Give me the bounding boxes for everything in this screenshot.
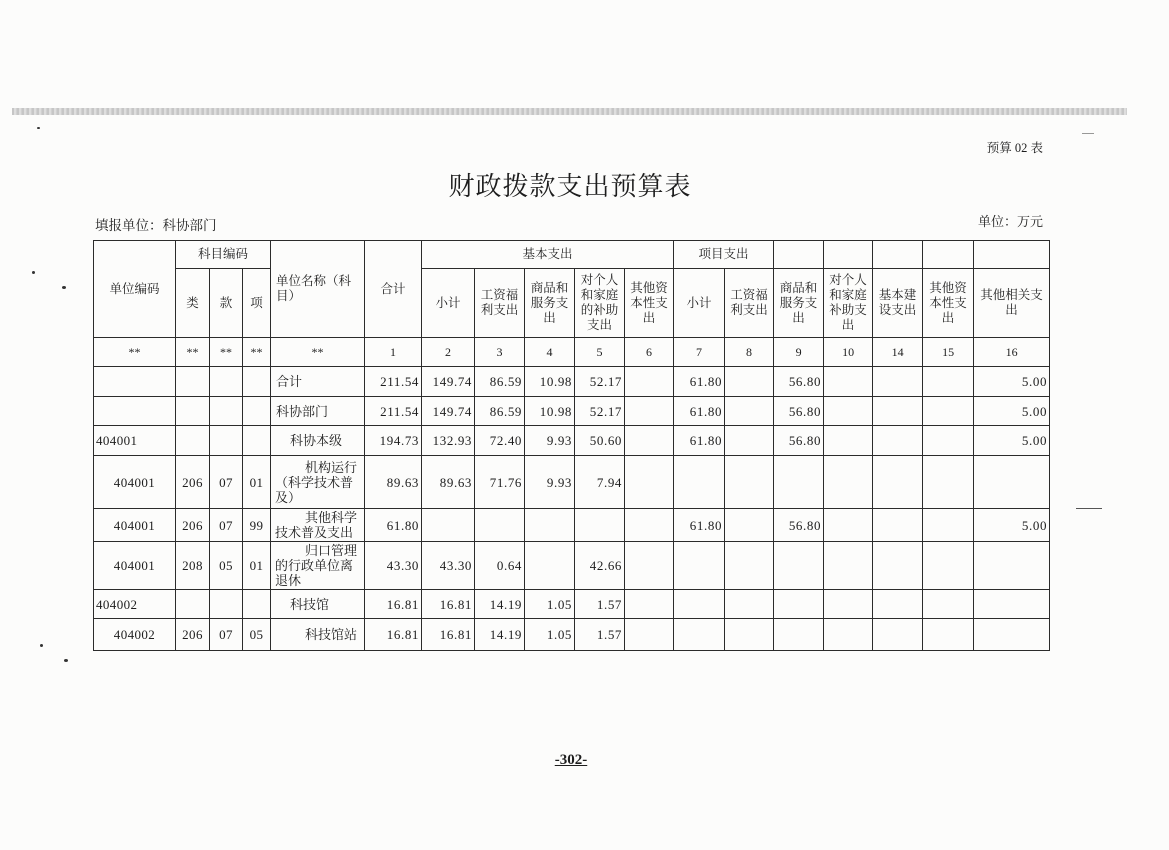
project-other-related-cell: 5.00	[974, 397, 1050, 426]
project-wages-benefits-cell	[725, 590, 774, 619]
total-cell: 16.81	[365, 590, 422, 619]
item-code-cell: 05	[243, 619, 271, 651]
page-title: 财政拨款支出预算表	[448, 172, 692, 201]
header-subject-code: 科目编码	[176, 241, 271, 269]
header-project-household-subsidy: 对个人和家庭补助支出	[824, 269, 873, 338]
basic-household-subsidy-cell	[575, 509, 625, 542]
item-code-cell: 99	[243, 509, 271, 542]
table-row	[94, 456, 1050, 509]
class-code-cell: 206	[176, 509, 210, 542]
project-household-subsidy-cell	[824, 590, 873, 619]
column-index-cell: 6	[625, 338, 674, 367]
header-project-goods-services: 商品和服务支出	[774, 269, 824, 338]
scan-dash	[1082, 133, 1094, 134]
basic-other-capital-cell	[625, 426, 674, 456]
header-basic-subtotal: 小计	[422, 269, 475, 338]
project-capital-construction-cell	[873, 397, 923, 426]
column-index-cell: **	[210, 338, 243, 367]
basic-subtotal-cell: 149.74	[422, 367, 475, 397]
project-other-capital-cell	[923, 619, 974, 651]
item-code-cell	[243, 367, 271, 397]
column-index-cell: 16	[974, 338, 1050, 367]
section-code-cell: 05	[210, 542, 243, 590]
basic-goods-services-cell	[525, 509, 575, 542]
section-code-cell	[210, 590, 243, 619]
basic-goods-services-cell	[525, 542, 575, 590]
header-basic-other-capital: 其他资本性支出	[625, 269, 674, 338]
project-goods-services-cell	[774, 619, 824, 651]
project-subtotal-cell	[674, 619, 725, 651]
project-goods-services-cell: 56.80	[774, 367, 824, 397]
basic-subtotal-cell: 16.81	[422, 590, 475, 619]
scan-speck	[32, 271, 35, 274]
project-goods-services-cell: 56.80	[774, 426, 824, 456]
basic-other-capital-cell	[625, 397, 674, 426]
project-wages-benefits-cell	[725, 619, 774, 651]
basic-wages-benefits-cell: 86.59	[475, 397, 525, 426]
filing-unit: 填报单位：科协部门	[95, 218, 217, 233]
project-wages-benefits-cell	[725, 456, 774, 509]
header-project-capital-construction: 基本建设支出	[873, 269, 923, 338]
class-code-cell: 206	[176, 456, 210, 509]
unit-code-cell: 404002	[94, 619, 176, 651]
header-row-1	[94, 241, 1050, 269]
project-subtotal-cell	[674, 542, 725, 590]
column-index-cell: 3	[475, 338, 525, 367]
project-other-related-cell: 5.00	[974, 367, 1050, 397]
project-other-capital-cell	[923, 590, 974, 619]
project-household-subsidy-cell	[824, 509, 873, 542]
column-index-cell: **	[94, 338, 176, 367]
table-body	[94, 338, 1050, 651]
basic-wages-benefits-cell: 0.64	[475, 542, 525, 590]
basic-other-capital-cell	[625, 542, 674, 590]
class-code-cell	[176, 590, 210, 619]
basic-household-subsidy-cell: 1.57	[575, 619, 625, 651]
basic-wages-benefits-cell: 14.19	[475, 590, 525, 619]
header-project-subtotal: 小计	[674, 269, 725, 338]
column-index-cell: **	[176, 338, 210, 367]
column-index-cell: 14	[873, 338, 923, 367]
scan-speck	[40, 644, 43, 647]
unit-code-cell: 404001	[94, 509, 176, 542]
project-other-capital-cell	[923, 542, 974, 590]
project-wages-benefits-cell	[725, 426, 774, 456]
basic-subtotal-cell: 16.81	[422, 619, 475, 651]
header-unit-name: 单位名称（科目）	[271, 241, 365, 338]
page-number: -302-	[554, 752, 588, 768]
project-household-subsidy-cell	[824, 456, 873, 509]
table-row	[94, 426, 1050, 456]
unit-label: 单位：万元	[977, 214, 1043, 229]
unit-code-cell: 404002	[94, 590, 176, 619]
basic-wages-benefits-cell: 72.40	[475, 426, 525, 456]
column-index-cell: 15	[923, 338, 974, 367]
column-index-cell: 5	[575, 338, 625, 367]
basic-subtotal-cell: 43.30	[422, 542, 475, 590]
project-other-capital-cell	[923, 397, 974, 426]
item-code-cell	[243, 397, 271, 426]
table-row	[94, 590, 1050, 619]
project-subtotal-cell: 61.80	[674, 367, 725, 397]
class-code-cell	[176, 397, 210, 426]
scan-edge-line	[12, 108, 1127, 115]
project-capital-construction-cell	[873, 367, 923, 397]
header-unit-code: 单位编码	[94, 241, 176, 338]
table-row	[94, 542, 1050, 590]
column-index-cell: 9	[774, 338, 824, 367]
project-goods-services-cell: 56.80	[774, 397, 824, 426]
total-cell: 194.73	[365, 426, 422, 456]
header-project-wages-benefits: 工资福利支出	[725, 269, 774, 338]
column-index-cell: 4	[525, 338, 575, 367]
project-other-related-cell: 5.00	[974, 426, 1050, 456]
basic-wages-benefits-cell: 14.19	[475, 619, 525, 651]
item-code-cell: 01	[243, 542, 271, 590]
project-capital-construction-cell	[873, 590, 923, 619]
header-basic-wages-benefits: 工资福利支出	[475, 269, 525, 338]
basic-household-subsidy-cell: 7.94	[575, 456, 625, 509]
class-code-cell	[176, 426, 210, 456]
scan-dash	[1076, 508, 1102, 509]
header-project-other-related: 其他相关支出	[974, 269, 1050, 338]
column-index-cell: 1	[365, 338, 422, 367]
scan-speck	[64, 659, 68, 662]
section-code-cell	[210, 397, 243, 426]
basic-other-capital-cell	[625, 619, 674, 651]
project-household-subsidy-cell	[824, 426, 873, 456]
header-blank-cell	[923, 241, 974, 269]
project-household-subsidy-cell	[824, 542, 873, 590]
basic-other-capital-cell	[625, 509, 674, 542]
item-code-cell: 01	[243, 456, 271, 509]
unit-name-cell: 科协本级	[271, 426, 365, 456]
column-index-cell: **	[271, 338, 365, 367]
budget-table	[93, 240, 1050, 651]
project-capital-construction-cell	[873, 426, 923, 456]
basic-goods-services-cell: 1.05	[525, 590, 575, 619]
project-other-capital-cell	[923, 367, 974, 397]
header-basic-household-subsidy: 对个人和家庭的补助支出	[575, 269, 625, 338]
basic-goods-services-cell: 10.98	[525, 397, 575, 426]
header-section: 款	[210, 269, 243, 338]
project-goods-services-cell	[774, 542, 824, 590]
table-row	[94, 367, 1050, 397]
basic-subtotal-cell: 149.74	[422, 397, 475, 426]
basic-subtotal-cell: 89.63	[422, 456, 475, 509]
header-project-expenditure: 项目支出	[674, 241, 774, 269]
basic-subtotal-cell: 132.93	[422, 426, 475, 456]
table-row	[94, 509, 1050, 542]
scan-speck	[37, 127, 40, 129]
total-cell: 43.30	[365, 542, 422, 590]
basic-household-subsidy-cell: 52.17	[575, 397, 625, 426]
section-code-cell: 07	[210, 509, 243, 542]
unit-name-cell: 科技馆站	[271, 619, 365, 651]
project-subtotal-cell: 61.80	[674, 426, 725, 456]
project-household-subsidy-cell	[824, 367, 873, 397]
header-item: 项	[243, 269, 271, 338]
basic-goods-services-cell: 9.93	[525, 426, 575, 456]
project-other-related-cell	[974, 542, 1050, 590]
header-basic-expenditure: 基本支出	[422, 241, 674, 269]
unit-code-cell: 404001	[94, 426, 176, 456]
total-cell: 211.54	[365, 397, 422, 426]
column-index-cell: 2	[422, 338, 475, 367]
project-wages-benefits-cell	[725, 542, 774, 590]
basic-wages-benefits-cell: 71.76	[475, 456, 525, 509]
unit-name-cell: 合计	[271, 367, 365, 397]
project-subtotal-cell	[674, 456, 725, 509]
class-code-cell	[176, 367, 210, 397]
project-other-capital-cell	[923, 456, 974, 509]
header-blank-cell	[873, 241, 923, 269]
project-household-subsidy-cell	[824, 397, 873, 426]
basic-other-capital-cell	[625, 456, 674, 509]
project-subtotal-cell: 61.80	[674, 397, 725, 426]
unit-name-cell: 科技馆	[271, 590, 365, 619]
form-code: 预算 02 表	[986, 141, 1043, 155]
project-other-related-cell	[974, 619, 1050, 651]
project-goods-services-cell	[774, 456, 824, 509]
project-capital-construction-cell	[873, 509, 923, 542]
basic-household-subsidy-cell: 52.17	[575, 367, 625, 397]
total-cell: 89.63	[365, 456, 422, 509]
column-index-cell: 8	[725, 338, 774, 367]
project-capital-construction-cell	[873, 456, 923, 509]
project-goods-services-cell	[774, 590, 824, 619]
header-blank-cell	[974, 241, 1050, 269]
project-wages-benefits-cell	[725, 509, 774, 542]
class-code-cell: 208	[176, 542, 210, 590]
item-code-cell	[243, 426, 271, 456]
basic-wages-benefits-cell	[475, 509, 525, 542]
section-code-cell	[210, 426, 243, 456]
project-other-related-cell	[974, 590, 1050, 619]
total-cell: 211.54	[365, 367, 422, 397]
column-index-cell: 10	[824, 338, 873, 367]
basic-goods-services-cell: 9.93	[525, 456, 575, 509]
column-index-cell: **	[243, 338, 271, 367]
basic-other-capital-cell	[625, 367, 674, 397]
unit-name-cell: 科协部门	[271, 397, 365, 426]
class-code-cell: 206	[176, 619, 210, 651]
scan-speck	[62, 286, 66, 289]
project-subtotal-cell	[674, 590, 725, 619]
header-blank-cell	[824, 241, 873, 269]
project-other-capital-cell	[923, 426, 974, 456]
unit-code-cell	[94, 397, 176, 426]
item-code-cell	[243, 590, 271, 619]
unit-code-cell	[94, 367, 176, 397]
section-code-cell	[210, 367, 243, 397]
project-capital-construction-cell	[873, 619, 923, 651]
basic-goods-services-cell: 1.05	[525, 619, 575, 651]
unit-code-cell: 404001	[94, 456, 176, 509]
header-project-other-capital: 其他资本性支出	[923, 269, 974, 338]
table-row	[94, 619, 1050, 651]
section-code-cell: 07	[210, 456, 243, 509]
project-other-related-cell: 5.00	[974, 509, 1050, 542]
unit-code-cell: 404001	[94, 542, 176, 590]
project-wages-benefits-cell	[725, 367, 774, 397]
header-blank-cell	[774, 241, 824, 269]
column-index-cell: 7	[674, 338, 725, 367]
project-subtotal-cell: 61.80	[674, 509, 725, 542]
header-basic-goods-services: 商品和服务支出	[525, 269, 575, 338]
basic-subtotal-cell	[422, 509, 475, 542]
project-wages-benefits-cell	[725, 397, 774, 426]
header-row-2	[94, 269, 1050, 338]
basic-household-subsidy-cell: 42.66	[575, 542, 625, 590]
header-class: 类	[176, 269, 210, 338]
basic-other-capital-cell	[625, 590, 674, 619]
section-code-cell: 07	[210, 619, 243, 651]
unit-name-cell: 机构运行（科学技术普及）	[271, 456, 365, 509]
unit-name-cell: 其他科学技术普及支出	[271, 509, 365, 542]
project-household-subsidy-cell	[824, 619, 873, 651]
basic-goods-services-cell: 10.98	[525, 367, 575, 397]
project-capital-construction-cell	[873, 542, 923, 590]
header-total: 合计	[365, 241, 422, 338]
unit-name-cell: 归口管理的行政单位离退休	[271, 542, 365, 590]
column-index-row	[94, 338, 1050, 367]
total-cell: 61.80	[365, 509, 422, 542]
table-row	[94, 397, 1050, 426]
basic-household-subsidy-cell: 50.60	[575, 426, 625, 456]
basic-wages-benefits-cell: 86.59	[475, 367, 525, 397]
project-other-related-cell	[974, 456, 1050, 509]
project-other-capital-cell	[923, 509, 974, 542]
total-cell: 16.81	[365, 619, 422, 651]
basic-household-subsidy-cell: 1.57	[575, 590, 625, 619]
project-goods-services-cell: 56.80	[774, 509, 824, 542]
